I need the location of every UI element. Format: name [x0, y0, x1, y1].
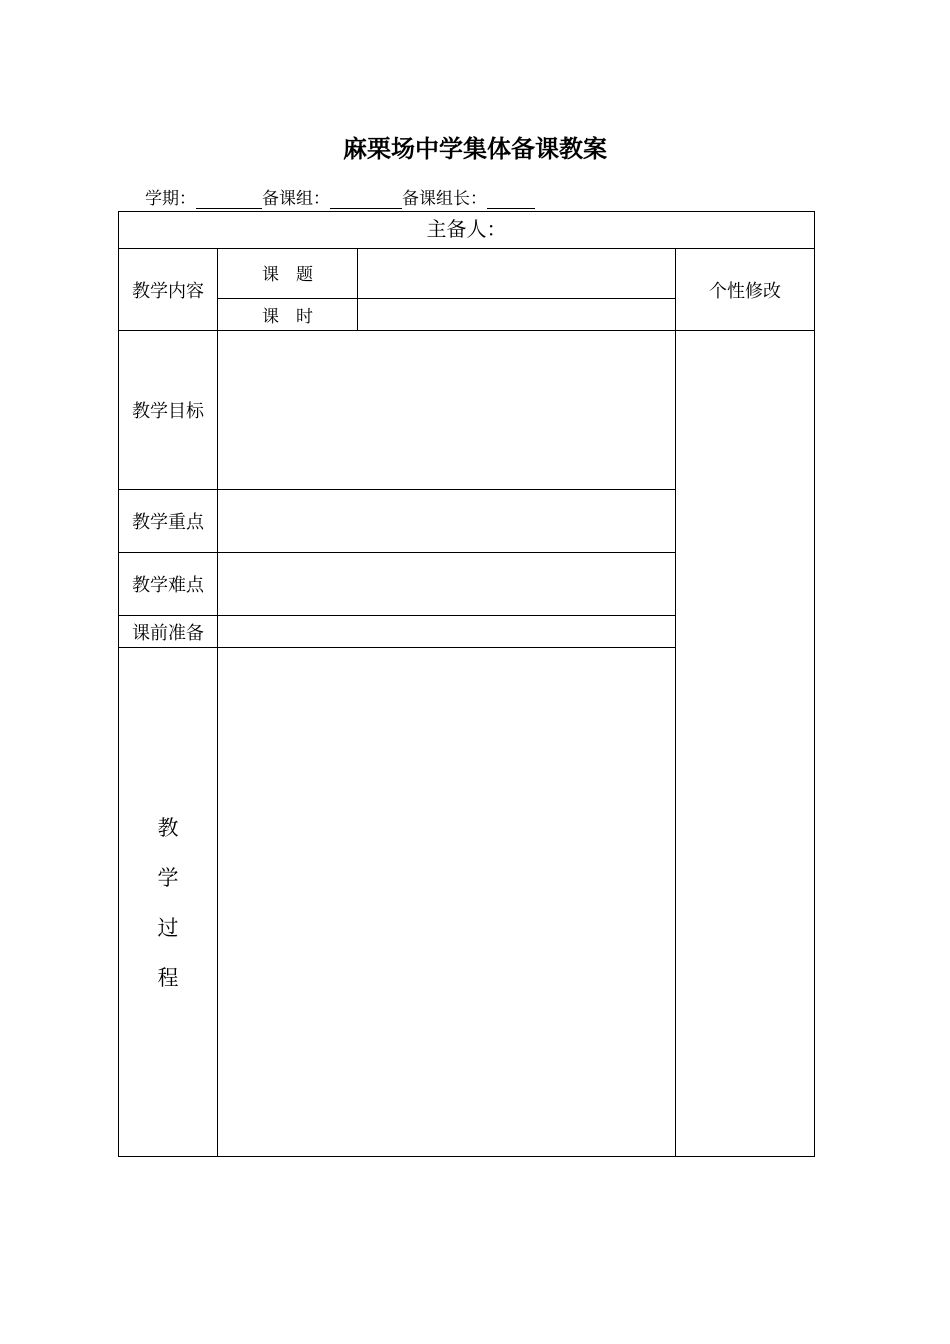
- topic-label-cell: [218, 249, 357, 298]
- key-points-input-cell[interactable]: [218, 490, 675, 552]
- leader-field[interactable]: [487, 189, 535, 209]
- preparation-label-cell: [119, 616, 217, 647]
- personal-edit-label: 个性修改: [709, 280, 781, 302]
- process-char: 教: [157, 816, 179, 840]
- content-label: 教学内容: [132, 280, 204, 302]
- topic-label: 课 题: [262, 265, 313, 285]
- term-label: 学期：: [145, 189, 196, 209]
- key-points-label-cell: [119, 490, 217, 552]
- preparer-label: 主备人：: [426, 216, 507, 241]
- group-label: 备课组：: [262, 189, 330, 209]
- key-points-label: 教学重点: [132, 512, 204, 533]
- preparation-input-cell[interactable]: [218, 616, 675, 647]
- preparer-cell[interactable]: [119, 212, 814, 242]
- difficulties-input-cell[interactable]: [218, 553, 675, 615]
- objectives-label: 教学目标: [132, 401, 204, 422]
- process-input-cell[interactable]: [218, 648, 675, 1156]
- personal-edit-header-cell: [676, 249, 814, 330]
- process-char: 学: [157, 866, 179, 890]
- preparation-label: 课前准备: [132, 622, 204, 644]
- objectives-label-cell: [119, 331, 217, 489]
- document-title: 麻栗场中学集体备课教案: [343, 135, 607, 163]
- hours-label-cell: [218, 299, 357, 330]
- lesson-plan-form: [118, 211, 815, 1157]
- term-field[interactable]: [196, 189, 262, 209]
- objectives-input-cell[interactable]: [218, 331, 675, 489]
- hours-label: 课 时: [262, 307, 313, 327]
- difficulties-label-cell: [119, 553, 217, 615]
- group-field[interactable]: [330, 189, 402, 209]
- process-char: 过: [157, 916, 179, 940]
- personal-edit-area[interactable]: [676, 331, 814, 1156]
- process-char: 程: [157, 966, 179, 990]
- content-label-cell: [119, 249, 217, 330]
- process-label-cell: [119, 648, 217, 1156]
- topic-input-cell[interactable]: [358, 249, 675, 298]
- hours-input-cell[interactable]: [358, 299, 675, 330]
- leader-label: 备课组长：: [402, 189, 487, 209]
- header-meta-line: [145, 187, 535, 211]
- difficulties-label: 教学难点: [132, 575, 204, 596]
